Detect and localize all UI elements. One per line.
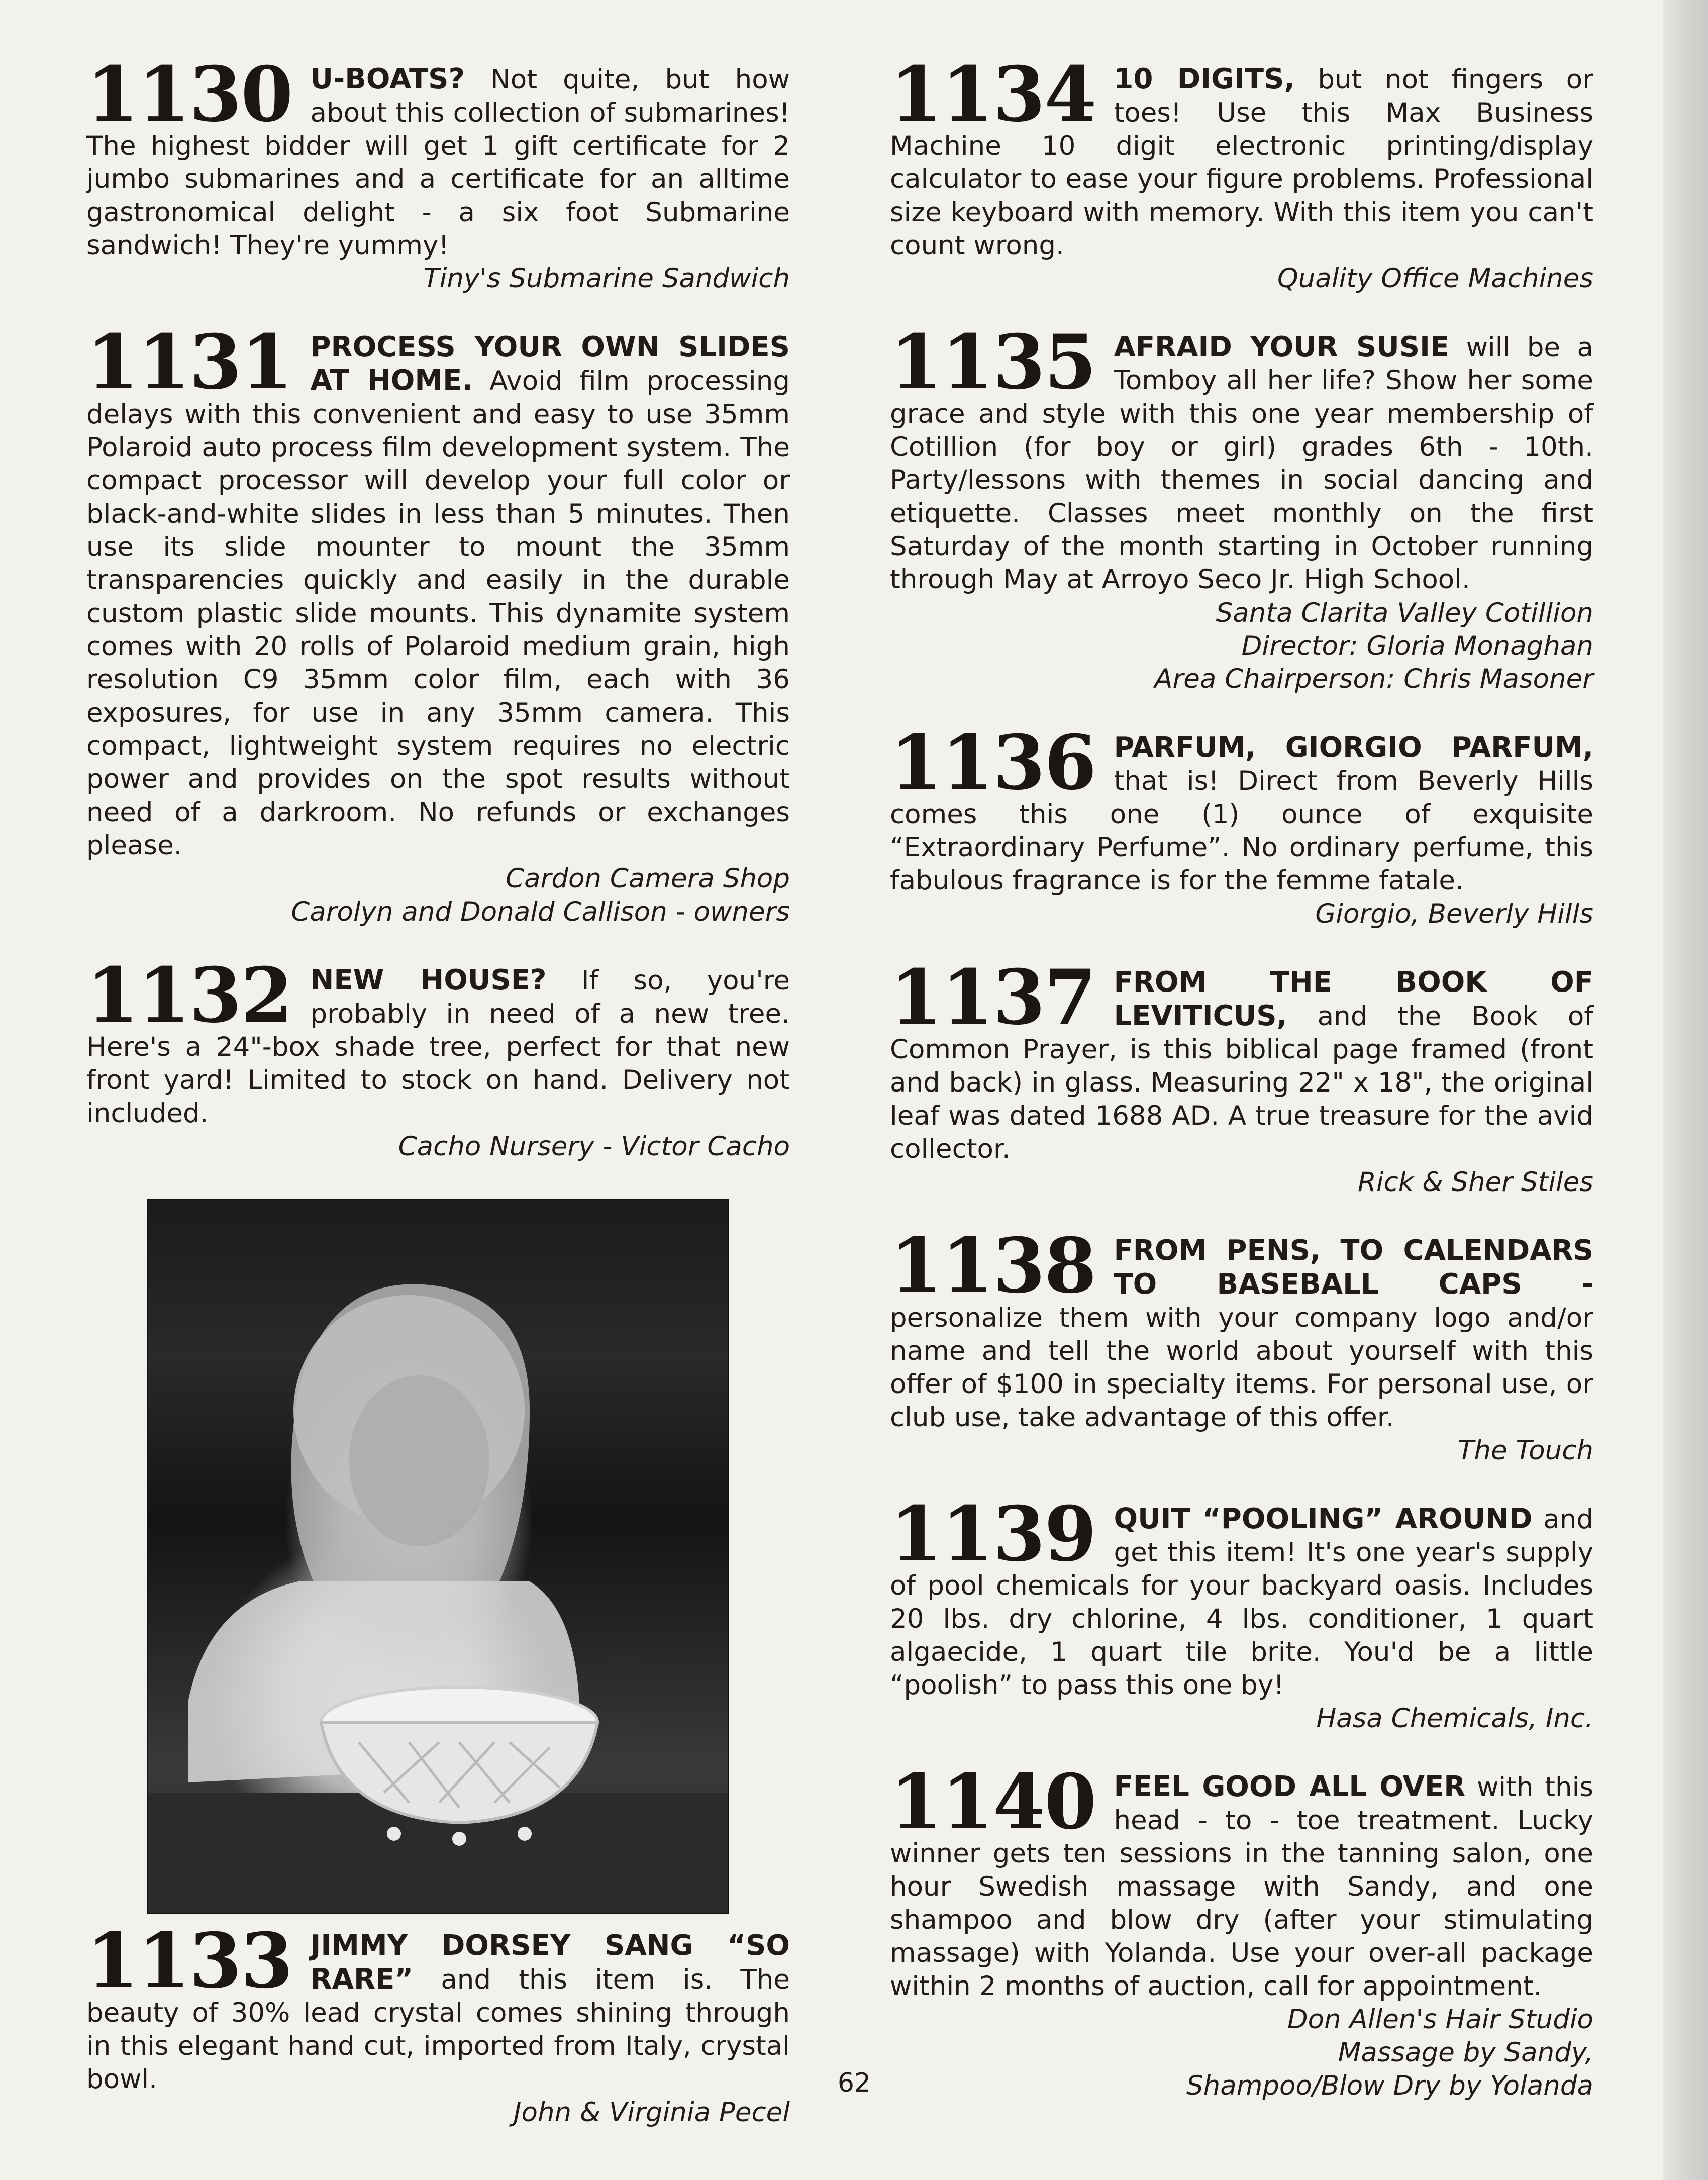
item-body: If so, you're probably in need of a new tree. Here's a 24"-box shade tree, perfect for that new front yard! Limited to stock on hand. Delivery not included. <box>86 965 790 1129</box>
lot-number: 1130 <box>86 50 292 139</box>
auction-item-1138 <box>890 1222 1593 1467</box>
lot-number: 1132 <box>86 951 292 1040</box>
item-headline: PARFUM, GIORGIO PARFUM, <box>1114 731 1593 764</box>
item-body: Avoid film processing delays with this convenient and easy to use 35mm Polaroid auto process film development system. The compact processor will develop your full color or black-and-white slides in less than 5 minutes. Then use its slide mounter to mount the 35mm transparencies quickly and easily in the durable custom plastic slide mounts. This dynamite system comes with 20 rolls of Polaroid medium grain, high resolution C9 35mm color film, each with 36 exposures, for use in any 35mm camera. This compact, lightweight system requires no electric power and provides on the spot results without need of a darkroom. No refunds or exchanges please. <box>86 366 790 861</box>
right-column <box>890 50 1594 2138</box>
item-headline: 10 DIGITS, <box>1114 63 1295 95</box>
photo-girl-with-crystal-bowl <box>147 1199 729 1914</box>
donor-credit: Quality Office Machines <box>1277 263 1593 294</box>
auction-item-1130 <box>86 50 790 295</box>
item-body: and this item is. The beauty of 30% lead crystal comes shining through in this elegant hand cut, imported from Italy, crystal bowl. <box>86 1964 790 2095</box>
item-body: Not quite, but how about this collection of submarines! The highest bidder will get 1 gift certificate for 2 jumbo submarines and a certificate for an alltime gastronomical delight - a six foot Submarine sandwich! They're yummy! <box>86 64 790 261</box>
donor-credit: Tiny's Submarine Sandwich <box>423 263 790 294</box>
page-edge-shadow <box>1663 0 1708 2180</box>
lot-number: 1137 <box>890 953 1096 1042</box>
lot-number: 1140 <box>890 1758 1096 1846</box>
auction-item-1135 <box>890 318 1593 696</box>
donor-credit: Area Chairperson: Chris Masoner <box>1154 664 1593 695</box>
donor-credit: Shampoo/Blow Dry by Yolanda <box>1186 2070 1593 2101</box>
item-headline: JIMMY DORSEY SANG “SO RARE” <box>310 1929 790 1996</box>
donor-credit: Rick & Sher Stiles <box>1358 1167 1593 1198</box>
item-headline: FEEL GOOD ALL OVER <box>1114 1770 1466 1803</box>
donor-credit: Cardon Camera Shop <box>506 863 790 894</box>
auction-item-1133 <box>86 1917 790 2129</box>
item-body: will be a Tomboy all her life? Show her some grace and style with this one year membership of Cotillion (for boy or girl) grades 6th - 10th. Party/lessons with themes in social dancing and etiquette. Classes meet monthly on the first Saturday of the month starting in October running through May at Arroyo Seco Jr. High School. <box>890 332 1593 595</box>
lot-number: 1138 <box>890 1222 1096 1310</box>
auction-item-1137 <box>890 953 1593 1199</box>
lot-number: 1131 <box>86 318 292 407</box>
item-body: and the Book of Common Prayer, is this biblical page framed (front and back) in glass. Measuring 22" x 18", the original leaf was dated 1688 AD. A true treasure for the avid collector. <box>890 1001 1593 1164</box>
item-body: that is! Direct from Beverly Hills comes this one (1) ounce of exquisite “Extraordinary Perfume”. No ordinary perfume, this fabulous fragrance is for the femme fatale. <box>890 766 1593 896</box>
item-headline: PROCESS YOUR OWN SLIDES AT HOME. <box>310 331 790 397</box>
donor-credit: Director: Gloria Monaghan <box>1241 631 1593 661</box>
photo-illustration <box>148 1200 728 1913</box>
item-headline: AFRAID YOUR SUSIE <box>1114 331 1450 363</box>
donor-credit: Massage by Sandy, <box>1338 2037 1593 2068</box>
item-headline: QUIT “POOLING” AROUND <box>1114 1503 1533 1535</box>
left-column <box>86 50 790 2164</box>
donor-credit: Cacho Nursery - Victor Cacho <box>398 1131 790 1162</box>
donor-credit: Santa Clarita Valley Cotillion <box>1216 598 1593 628</box>
lot-number: 1133 <box>86 1917 292 2005</box>
auction-item-1131 <box>86 318 790 929</box>
item-body: with this head - to - toe treatment. Lucky winner gets ten sessions in the tanning salon, one hour Swedish massage with Sandy, and one shampoo and blow dry (after your stimulating massage) with Yolanda. Use your over-all package within 2 months of auction, call for appointment. <box>890 1772 1593 2002</box>
auction-item-1132 <box>86 951 790 1163</box>
lot-number: 1136 <box>890 719 1096 807</box>
item-description <box>86 318 790 862</box>
donor-credit: Carolyn and Donald Callison - owners <box>291 897 790 927</box>
item-headline: NEW HOUSE? <box>310 964 547 997</box>
lot-number: 1134 <box>890 50 1096 139</box>
lot-number: 1139 <box>890 1490 1096 1578</box>
donor-credit: Giorgio, Beverly Hills <box>1315 899 1593 929</box>
item-headline: U-BOATS? <box>310 63 465 95</box>
page-number: 62 <box>837 2068 871 2098</box>
item-headline: FROM THE BOOK OF LEVITICUS, <box>1114 966 1593 1032</box>
donor-credit: Don Allen's Hair Studio <box>1287 2004 1593 2035</box>
item-body: personalize them with your company logo and/or name and tell the world about yourself with this offer of $100 in specialty items. For personal use, or club use, take advantage of this offer. <box>890 1303 1593 1433</box>
auction-item-1140 <box>890 1758 1593 2103</box>
item-body: but not fingers or toes! Use this Max Business Machine 10 digit electronic printing/display calculator to ease your figure problems. Professional size keyboard with memory. With this item you can't count wrong. <box>890 64 1594 261</box>
donor-credit: Hasa Chemicals, Inc. <box>1316 1703 1593 1734</box>
item-body: and get this item! It's one year's supply of pool chemicals for your backyard oasis. Includes 20 lbs. dry chlorine, 4 lbs. conditioner, 1 quart algaecide, 1 quart tile brite. You'd be a little “poolish” to pass this one by! <box>890 1504 1594 1701</box>
lot-number: 1135 <box>890 318 1096 407</box>
donor-credit: John & Virginia Pecel <box>513 2097 790 2128</box>
auction-item-1136 <box>890 719 1593 931</box>
donor-credit: The Touch <box>1458 1435 1593 1466</box>
auction-item-1139 <box>890 1490 1594 1735</box>
item-headline: FROM PENS, TO CALENDARS TO BASEBALL CAPS - <box>1114 1234 1593 1301</box>
auction-item-1134 <box>890 50 1594 295</box>
